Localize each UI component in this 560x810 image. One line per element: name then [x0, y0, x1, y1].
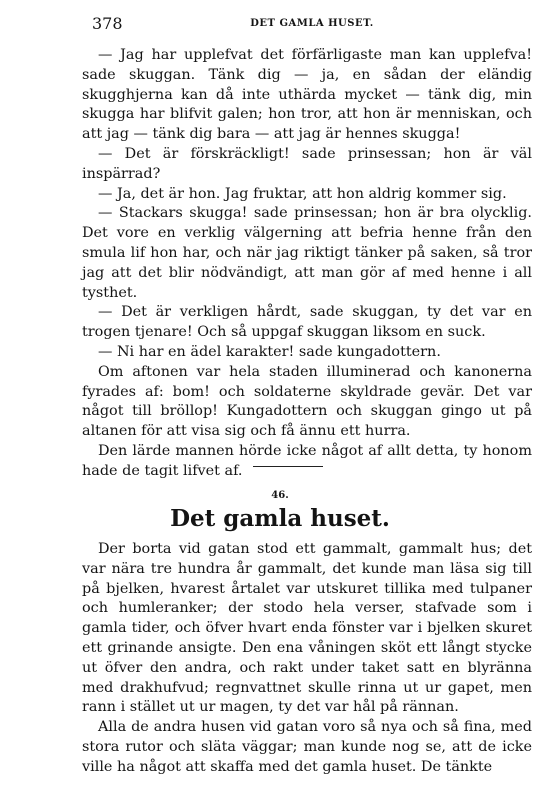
paragraph: — Det är förskräckligt! sade prinsessan; hon är väl inspärrad?: [82, 145, 532, 182]
paragraph: — Stackars skugga! sade prinsessan; hon är bra olycklig. Det vore en verklig välgerning att befria henne från den smula lif hon har, och när jag riktigt tänker på saken, så tror jag att det blir nödvändigt, att man gör af med henne i all tysthet.: [82, 205, 532, 301]
page-number: 378: [92, 14, 123, 33]
paragraph: — Det är verkligen hårdt, sade skuggan, ty det var en trogen tjenare! Och så uppgaf skuggan liksom en suck.: [82, 304, 532, 341]
paragraph: — Ja, det är hon. Jag fruktar, att hon aldrig kommer sig.: [98, 185, 507, 202]
story-title: Det gamla huset.: [170, 505, 390, 532]
paragraph: Alla de andra husen vid gatan voro så nya och så fina, med stora rutor och släta väggar; man kunde nog se, att de icke ville ha något att skaffa med det gamla huset. De tänkte: [82, 719, 532, 775]
page-header: [92, 14, 532, 36]
section-divider: [253, 466, 323, 467]
paragraph: Om aftonen var hela staden illuminerad och kanonerna fyrades af: bom! och soldaterne skyldrade gevär. Det var något till bröllop! Kungadottern och skuggan gingo ut på altanen för att visa sig och få ännu ett hurra.: [82, 363, 532, 440]
paragraph: — Ni har en ädel karakter! sade kungadottern.: [98, 343, 441, 360]
story-body: [82, 540, 532, 778]
paragraph: — Jag har upplefvat det förfärligaste man kan upplefva! sade skuggan. Tänk dig — ja, en sådan der eländig skugghjerna kan då inte uthärda mycket — tänk dig, min skugga har blifvit galen; hon tror, att hon är menniskan, och att jag — tänk dig bara — att jag är hennes skugga!: [82, 47, 532, 143]
story-number: 46.: [271, 490, 289, 501]
paragraph: Den lärde mannen hörde icke något af allt detta, ty honom hade de tagit lifvet af.: [82, 442, 532, 479]
running-title: DET GAMLA HUSET.: [250, 18, 374, 29]
previous-story-ending: [82, 46, 532, 482]
paragraph: Der borta vid gatan stod ett gammalt, gammalt hus; det var nära tre hundra år gammalt, det kunde man läsa sig till på bjelken, hvarest årtalet var utskuret tillika med tulpaner och humleranker; der stodo hela verser, stafvade som i gamla tider, och öfver hvart enda fönster var i bjelken skuret ett grinande ansigte. Den ena våningen sköt ett långt stycke ut öfver den andra, och rakt under taket satt en blyränna med drakhufvud; regnvattnet skulle rinna ut ur gapet, men rann i stället ut ur magen, ty det var hål på rännan.: [82, 541, 532, 716]
